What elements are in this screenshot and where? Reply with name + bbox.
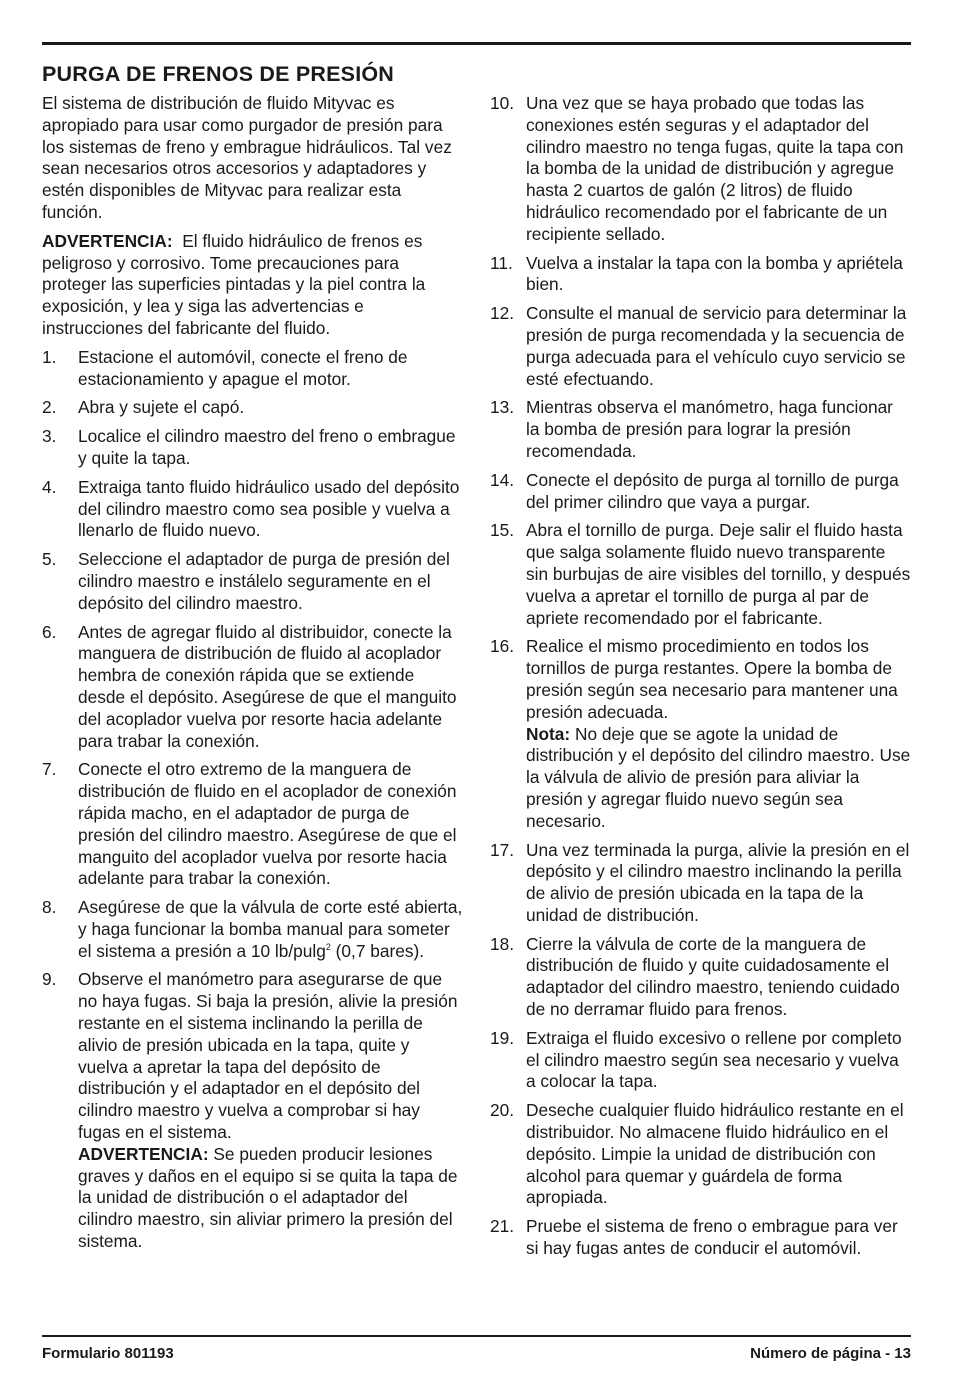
step-item [42,347,464,391]
step-text: Localice el cilindro maestro del freno o embrague y quite la tapa. [78,426,456,468]
intro-paragraph: El sistema de distribución de fluido Mityvac es apropiado para usar como purgador de presión para los sistemas de freno y embrague hidráulicos. Tal vez sean necesarios otros accesorios y adaptadores y estén disponibles de Mityvac para realizar esta función. [42,93,452,222]
step-item [490,520,911,629]
warning-text: El fluido hidráulico de frenos es peligroso y corrosivo. Tome precauciones para proteger las superficies pintadas y la piel contra la exposición, y lea y siga las advertencias e instrucciones del fabricante del fluido. [42,230,426,338]
step-text: Extraiga tanto fluido hidráulico usado del depósito del cilindro maestro como sea posible y vuelva a llenarlo de fluido nuevo. [78,476,460,541]
step-number: 21. [490,1216,515,1237]
step-number: 6. [42,621,57,642]
step-text-part: (0,7 bares). [330,940,425,961]
step-text: Observe el manómetro para asegurarse de que no haya fugas. Si baja la presión, alivie la presión restante en el sistema inclinando la perilla de alivio de presión ubicada en la tapa, quite y vuelva a apretar la tapa del depósito de distribución y el adaptador en el depósito del cilindro maestro y vuelva a comprobar si hay fugas en el sistema. [78,969,458,1143]
step-item [42,969,464,1252]
step-number: 3. [42,426,57,447]
step-item [42,549,464,614]
step-item [490,934,911,1021]
step-number: 12. [490,303,515,324]
step-text: Conecte el depósito de purga al tornillo de purga del primer cilindro que vaya a purgar. [526,469,899,512]
step-number: 19. [490,1027,515,1048]
step-item [490,303,911,390]
step-text: Mientras observa el manómetro, haga funcionar la bomba de presión para lograr la presión recomendada. [526,397,893,461]
step-text: Pruebe el sistema de freno o embrague para ver si hay fugas antes de conducir el automóvil. [526,1216,898,1259]
step-item [490,636,911,832]
superscript: 2 [325,941,331,952]
step-item [490,397,911,462]
warning-text: Se pueden producir lesiones graves y daños en el equipo si se quita la tapa de la unidad de distribución o el adaptador del cilindro maestro, sin aliviar primero la presión del sistema. [78,1143,458,1252]
step-warning [78,1144,464,1253]
page-title: PURGA DE FRENOS DE PRESIÓN [42,62,395,86]
step-text: Realice el mismo procedimiento en todos los tornillos de purga restantes. Opere la bomba de presión según sea necesario para mantener una presión adecuada. [526,636,898,722]
step-note [526,724,911,833]
step-item [42,759,464,890]
warning-label: ADVERTENCIA: [78,1143,209,1164]
step-item [490,1216,911,1260]
step-item [42,397,464,419]
step-number: 15. [490,520,515,541]
step-item [490,470,911,514]
step-text: Abra el tornillo de purga. Deje salir el fluido hasta que salga solamente fluido nuevo transparente sin burbujas de aire visibles del tornillo, y después vuelva a apretar el tornillo de purga al par de apriete recomendado por el fabricante. [526,520,911,628]
step-number: 18. [490,933,515,954]
warning-label: ADVERTENCIA: [42,230,173,251]
step-number: 14. [490,469,515,490]
step-number: 13. [490,397,515,418]
bottom-rule [42,1335,911,1337]
step-text-part: Asegúrese de que la válvula de corte esté abierta, y haga funcionar la bomba manual para someter el sistema a presión a 10 lb/pulg [78,897,463,961]
step-text: Conecte el otro extremo de la manguera de distribución de fluido en el acoplador de conexión rápida macho, en el adaptador de purga de presión del cilindro maestro. Asegúrese de que el manguito del acoplador vuelva por resorte hacia adelante para trabar la conexión. [78,759,457,889]
right-column [490,93,911,1267]
step-number: 20. [490,1100,515,1121]
step-body [526,636,911,832]
step-number: 9. [42,969,57,990]
step-number: 4. [42,476,57,497]
step-text: Una vez que se haya probado que todas las conexiones estén seguras y el adaptador del cilindro maestro no tenga fugas, quite la tapa con la bomba de la unidad de distribución y agregue hasta 2 cuartos de galón (2 litros) de fluido hidráulico recomendado por el fabricante de un recipiente sellado. [526,93,904,244]
step-text: Una vez terminada la purga, alivie la presión en el depósito y el cilindro maestro inclinando la perilla de alivio de presión ubicada en la tapa de la unidad de distribución. [526,839,910,925]
step-item [490,93,911,246]
note-text: No deje que se agote la unidad de distribución y el depósito del cilindro maestro. Use la válvula de alivio de presión para aliviar la presión y agregar fluido nuevo según sea necesario. [526,723,911,831]
top-rule [42,42,911,45]
footer-form-number: Formulario 801193 [42,1345,174,1362]
step-number: 10. [490,93,515,113]
step-number: 8. [42,897,57,918]
step-text: Extraiga el fluido excesivo o rellene por completo el cilindro maestro según sea necesario y vuelva a colocar la tapa. [526,1027,902,1092]
step-text: Estacione el automóvil, conecte el freno de estacionamiento y apague el motor. [78,346,408,389]
step-text: Abra y sujete el capó. [78,397,245,418]
step-item [490,840,911,927]
step-text: Cierre la válvula de corte de la manguera de distribución de fluido y quite cuidadosamente el adaptador del cilindro maestro, teniendo cuidado de no derramar fluido para frenos. [526,933,900,1020]
step-text [78,897,464,962]
step-number: 17. [490,839,515,860]
footer-page-number: Número de página - 13 [750,1345,911,1362]
step-number: 7. [42,759,57,780]
step-item [490,1028,911,1093]
step-text: Seleccione el adaptador de purga de presión del cilindro maestro e instálelo seguramente en el depósito del cilindro maestro. [78,549,450,613]
step-item [490,253,911,297]
left-column [42,60,464,1260]
note-label: Nota: [526,723,571,744]
step-item [42,622,464,753]
step-item [42,897,464,962]
step-number: 16. [490,636,515,657]
step-text: Antes de agregar fluido al distribuidor, conecte la manguera de distribución de fluido al acoplador hembra de conexión rápida que se extiende desde el depósito. Asegúrese de que el manguito del acoplador vuelva por resorte hacia adelante para trabar la conexión. [78,621,457,751]
step-number: 5. [42,549,57,570]
step-item [42,477,464,542]
step-item [42,426,464,470]
warning-paragraph [42,231,464,340]
step-text: Consulte el manual de servicio para determinar la presión de purga recomendada y la secuencia de purga adecuada para el vehículo cuyo servicio se esté efectuando. [526,303,907,389]
step-number: 1. [42,346,57,367]
step-item [490,1100,911,1209]
step-body [78,969,464,1252]
step-text: Deseche cualquier fluido hidráulico restante en el distribuidor. No almacene fluido hidráulico en el depósito. Limpie la unidad de distribución con alcohol para quemar y guárdela de forma apropiada. [526,1100,904,1208]
step-text: Vuelva a instalar la tapa con la bomba y apriétela bien. [526,252,903,295]
step-number: 11. [490,252,513,273]
step-number: 2. [42,397,57,418]
